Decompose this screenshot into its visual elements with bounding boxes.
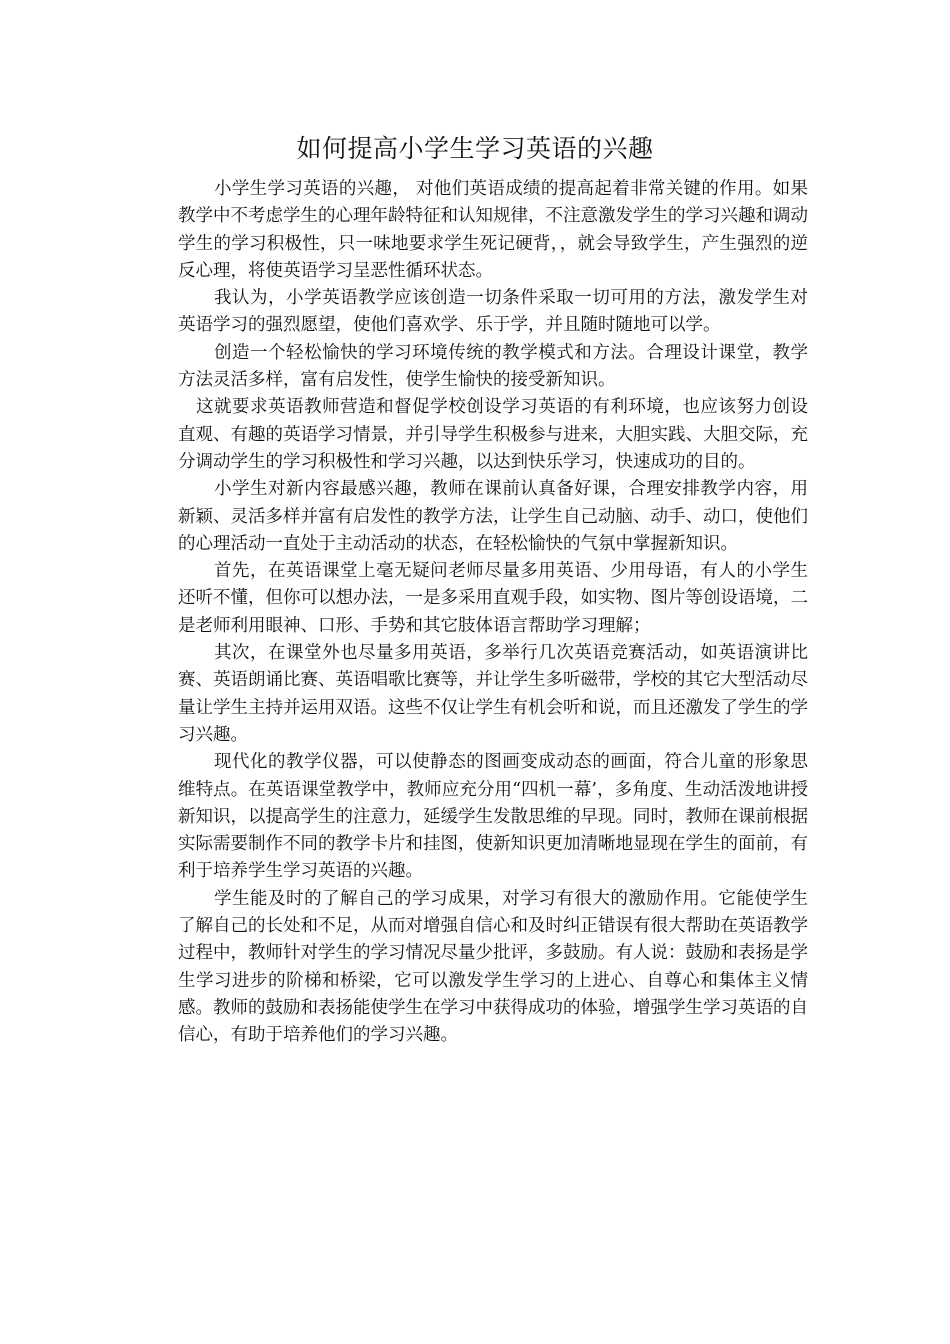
document-title: 如何提高小学生学习英语的兴趣 — [296, 134, 654, 163]
paragraph-3: 创造一个轻松愉快的学习环境传统的教学模式和方法。合理设计课堂，教学方法灵活多样，富有启发性，使学生愉快的接受新知识。 — [178, 342, 808, 391]
paragraph-7: 其次，在课堂外也尽量多用英语，多举行几次英语竞赛活动，如英语演讲比赛、英语朗诵比赛、英语唱歌比赛等，并让学生多听磁带，学校的其它大型活动尽量让学生主持并运用双语。这些不仅让学生有机会听和说，而且还激发了学生的学习兴趣。 — [178, 643, 808, 745]
paragraph-8: 现代化的教学仪器，可以使静态的图画变成动态的画面，符合儿童的形象思维特点。在英语课堂教学中，教师应充分用“四机一幕’，多角度、生动活泼地讲授新知识，以提高学生的注意力，延缓学生发散思维的早现。同时，教师在课前根据实际需要制作不同的教学卡片和挂图，使新知识更加清晰地显现在学生的面前，有利于培养学生学习英语的兴趣。 — [178, 752, 808, 882]
paragraph-9: 学生能及时的了解自己的学习成果，对学习有很大的激励作用。它能使学生了解自己的长处和不足，从而对增强自信心和及时纠正错误有很大帮助在英语教学过程中，教师针对学生的学习情况尽量少批评，多鼓励。有人说：鼓励和表扬是学生学习进步的阶梯和桥梁，它可以激发学生学习的上进心、自尊心和集体主义情感。教师的鼓励和表扬能使学生在学习中获得成功的体验，增强学生学习英语的自信心，有助于培养他们的学习兴趣。 — [178, 888, 808, 1046]
paragraph-4: 这就要求英语教师营造和督促学校创设学习英语的有利环境，也应该努力创设直观、有趣的英语学习情景，并引导学生积极参与进来，大胆实践、大胆交际，充分调动学生的学习积极性和学习兴趣，以达到快乐学习，快速成功的目的。 — [178, 397, 808, 472]
paragraph-5: 小学生对新内容最感兴趣，教师在课前认真备好课，合理安排教学内容，用新颖、灵活多样并富有启发性的教学方法，让学生自己动脑、动手、动口，使他们的心理活动一直处于主动活动的状态，在轻松愉快的气氛中掌握新知识。 — [178, 479, 808, 554]
document-body — [178, 176, 808, 1050]
paragraph-2: 我认为，小学英语教学应该创造一切条件采取一切可用的方法，激发学生对英语学习的强烈愿望，使他们喜欢学、乐于学，并且随时随地可以学。 — [178, 288, 808, 336]
paragraph-6: 首先，在英语课堂上毫无疑问老师尽量多用英语、少用母语，有人的小学生还听不懂，但你可以想办法，一是多采用直观手段，如实物、图片等创设语境，二是老师利用眼神、口形、手势和其它肢体语言帮助学习理解； — [178, 561, 808, 636]
paragraph-1: 小学生学习英语的兴趣， 对他们英语成绩的提高起着非常关键的作用。如果教学中不考虑学生的心理年龄特征和认知规律，不注意激发学生的学习兴趣和调动学生的学习积极性，只一味地要求学生死记硬背，，就会导致学生，产生强烈的逆反心理，将使英语学习呈恶性循环状态。 — [178, 179, 808, 281]
